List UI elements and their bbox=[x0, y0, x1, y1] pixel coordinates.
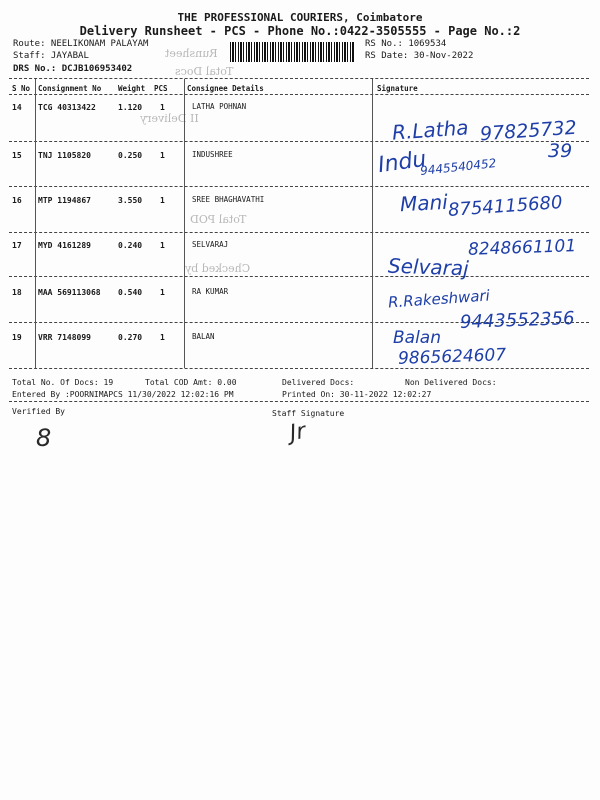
row-consignee: RA KUMAR bbox=[192, 287, 229, 296]
row-rule bbox=[9, 232, 589, 233]
row-pcs: 1 bbox=[160, 196, 165, 205]
col-header-weight: Weight bbox=[118, 84, 146, 93]
signature-name: Balan bbox=[393, 328, 441, 348]
signature-name: Indu bbox=[376, 146, 428, 179]
table-top-rule bbox=[9, 78, 589, 79]
staff-label: Staff: JAYABAL bbox=[13, 51, 89, 61]
row-pcs: 1 bbox=[160, 151, 165, 160]
row-sno: 19 bbox=[12, 333, 22, 342]
row-weight: 1.120 bbox=[118, 103, 143, 112]
column-divider bbox=[372, 79, 373, 368]
rs-date: RS Date: 30-Nov-2022 bbox=[365, 51, 474, 61]
printed-on: Printed On: 30-11-2022 12:02:27 bbox=[282, 390, 432, 399]
table-bottom-rule bbox=[9, 368, 589, 369]
row-pcs: 1 bbox=[160, 288, 165, 297]
col-header-pcs: PCS bbox=[154, 84, 168, 93]
signature-phone: 8248661101 bbox=[467, 236, 577, 260]
row-weight: 0.240 bbox=[118, 241, 143, 250]
show-through-text-1: Runsheet bbox=[165, 47, 218, 60]
col-header-consignee: Consignee Details bbox=[187, 84, 264, 93]
total-docs: Total No. Of Docs: 19 bbox=[12, 378, 114, 387]
staff-signature-label: Staff Signature bbox=[272, 409, 345, 418]
show-through-text-2: Total Docs bbox=[175, 65, 234, 78]
non-delivered-docs: Non Delivered Docs: bbox=[405, 378, 497, 387]
col-header-consignment: Consignment No bbox=[38, 84, 102, 93]
row-rule bbox=[9, 186, 589, 187]
row-consignee: INDUSHREE bbox=[192, 150, 233, 159]
barcode bbox=[230, 42, 355, 62]
row-consignment-no: MYD 4161289 bbox=[38, 241, 91, 250]
row-consignment-no: TCG 40313422 bbox=[38, 103, 96, 112]
route-label: Route: NEELIKONAM PALAYAM bbox=[13, 39, 149, 49]
signature-phone: 9445540452 bbox=[419, 156, 497, 178]
row-sno: 18 bbox=[12, 288, 22, 297]
row-weight: 3.550 bbox=[118, 196, 143, 205]
signature-phone: 9865624607 bbox=[397, 345, 507, 369]
col-header-sno: S No bbox=[12, 84, 31, 93]
signature-phone: 97825732 bbox=[479, 116, 578, 146]
row-pcs: 1 bbox=[160, 103, 165, 112]
row-sno: 17 bbox=[12, 241, 22, 250]
show-through-text-4: Total POD bbox=[190, 213, 247, 226]
row-weight: 0.250 bbox=[118, 151, 143, 160]
row-consignment-no: MTP 1194867 bbox=[38, 196, 91, 205]
row-consignee: LATHA POHNAN bbox=[192, 102, 247, 111]
row-sno: 14 bbox=[12, 103, 22, 112]
rs-number: RS No.: 1069534 bbox=[365, 39, 447, 49]
signature-extra: 39 bbox=[548, 140, 573, 162]
row-consignee: SELVARAJ bbox=[192, 240, 229, 249]
row-consignee: SREE BHAGHAVATHI bbox=[192, 195, 265, 204]
row-rule bbox=[9, 276, 589, 277]
signature-name: R.Rakeshwari bbox=[387, 286, 491, 312]
company-name: THE PROFESSIONAL COURIERS, Coimbatore bbox=[177, 11, 423, 24]
verified-by-signature: 8 bbox=[36, 424, 52, 452]
row-sno: 16 bbox=[12, 196, 22, 205]
runsheet-subtitle: Delivery Runsheet - PCS - Phone No.:0422-3505555 - Page No.:2 bbox=[79, 24, 521, 38]
row-sno: 15 bbox=[12, 151, 22, 160]
drs-number: DRS No.: DCJB106953402 bbox=[13, 64, 133, 74]
signature-name: R.Latha bbox=[391, 115, 470, 145]
row-pcs: 1 bbox=[160, 241, 165, 250]
row-consignment-no: MAA 569113068 bbox=[38, 288, 101, 297]
row-pcs: 1 bbox=[160, 333, 165, 342]
column-divider bbox=[184, 79, 185, 368]
footer-rule bbox=[9, 401, 589, 402]
staff-signature-mark: Jr bbox=[287, 418, 308, 447]
signature-name: Mani bbox=[399, 189, 449, 217]
delivered-docs: Delivered Docs: bbox=[282, 378, 355, 387]
entered-by: Entered By :POORNIMAPCS 11/30/2022 12:02:16 PM bbox=[12, 390, 234, 399]
row-consignee: BALAN bbox=[192, 332, 215, 341]
signature-phone: 9443552356 bbox=[459, 308, 575, 333]
col-header-signature: Signature bbox=[377, 84, 418, 93]
row-weight: 0.270 bbox=[118, 333, 143, 342]
row-consignment-no: TNJ 1105820 bbox=[38, 151, 91, 160]
row-weight: 0.540 bbox=[118, 288, 143, 297]
table-header-rule bbox=[9, 94, 589, 95]
signature-name: Selvaraj bbox=[387, 253, 470, 281]
row-consignment-no: VRR 7148099 bbox=[38, 333, 91, 342]
total-cod-amount: Total COD Amt: 0.00 bbox=[145, 378, 237, 387]
column-divider bbox=[35, 79, 36, 368]
verified-by-label: Verified By bbox=[12, 407, 65, 416]
show-through-text-5: Checked by bbox=[185, 262, 251, 275]
signature-phone: 8754115680 bbox=[447, 192, 564, 221]
show-through-text-3: II Delivery bbox=[140, 112, 199, 125]
